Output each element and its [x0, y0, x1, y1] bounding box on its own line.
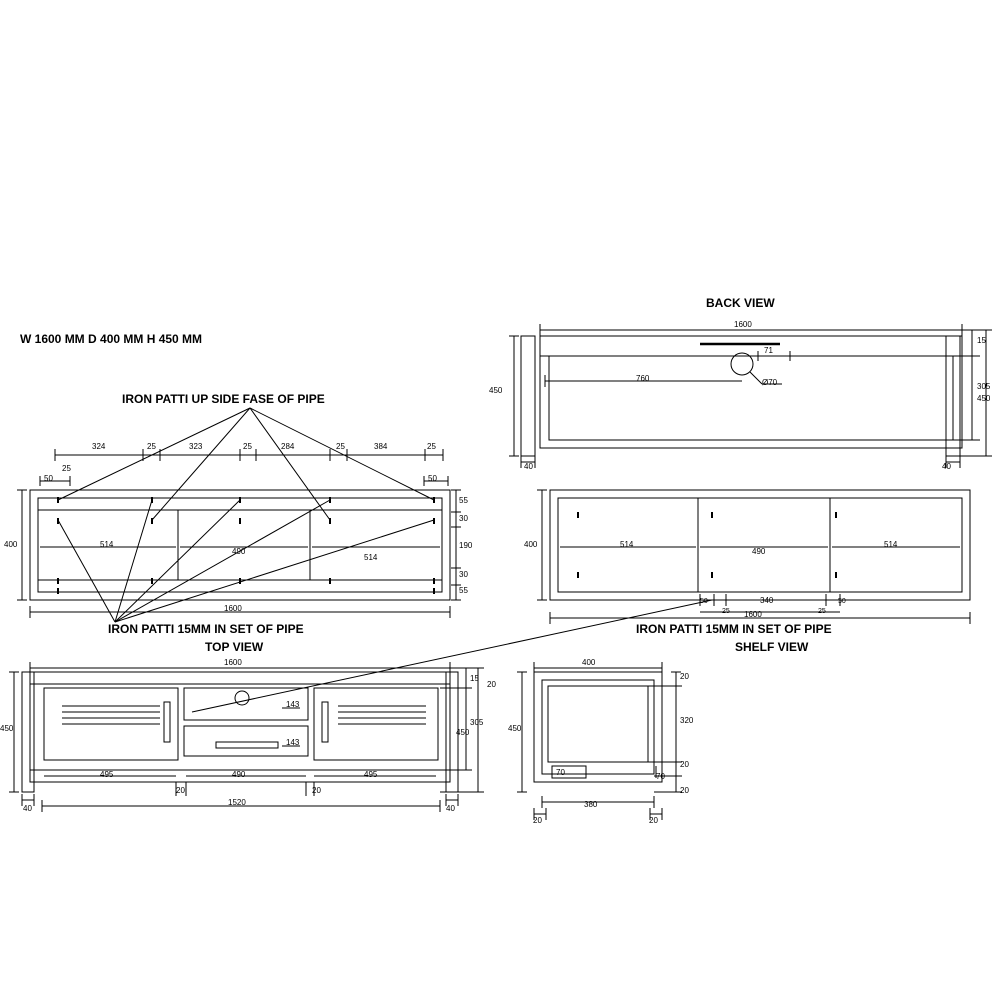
- dim-shelf-inner-center: 490: [752, 547, 766, 556]
- dim-back-height-left: 450: [489, 386, 503, 395]
- dim-plan-right-3: 190: [459, 541, 473, 550]
- dim-back-right-bottom: 450: [977, 394, 991, 403]
- dim-plan-small-right: 50: [428, 474, 437, 483]
- dim-front-right-mid: 305: [470, 718, 484, 727]
- dim-side-step-2: 20: [680, 760, 689, 769]
- dim-plan-width: 1600: [224, 604, 242, 613]
- dim-side-inner-height: 320: [680, 716, 694, 725]
- dim-plan-chain-2: 25: [147, 442, 156, 451]
- dim-back-foot-left: 40: [524, 462, 533, 471]
- dim-plan-right-5: 55: [459, 586, 468, 595]
- view-title-shelf: SHELF VIEW: [735, 640, 809, 654]
- label-side-shelf: 70: [556, 768, 565, 777]
- dim-plan-chain-5: 284: [281, 442, 295, 451]
- dim-side-step-1: 20: [680, 672, 689, 681]
- dim-front-panel-right: 495: [364, 770, 378, 779]
- dim-plan-inner-left: 514: [100, 540, 114, 549]
- spec-note: W 1600 MM D 400 MM H 450 MM: [20, 332, 203, 346]
- dim-side-shelf-thk: 70: [656, 772, 665, 781]
- dim-plan-inner-right: 514: [364, 553, 378, 562]
- annotation-iron-patti-inset-left: IRON PATTI 15MM IN SET OF PIPE: [108, 622, 304, 636]
- dim-front-gap-left: 20: [176, 786, 185, 795]
- dim-plan-right-2: 30: [459, 514, 468, 523]
- dim-front-gap-right: 20: [312, 786, 321, 795]
- dim-side-step-3: 20: [680, 786, 689, 795]
- dim-shelf-bottom-4: 25: [818, 608, 826, 615]
- dim-plan-chain-4: 25: [243, 442, 252, 451]
- dim-shelf-depth: 400: [524, 540, 538, 549]
- dim-side-bottom-right: 20: [649, 816, 658, 825]
- dim-side-top-width: 400: [582, 658, 596, 667]
- dim-front-foot-left: 40: [23, 804, 32, 813]
- view-title-back: BACK VIEW: [706, 296, 775, 310]
- dim-side-height-left: 450: [508, 724, 522, 733]
- dim-back-hole: 71: [764, 346, 773, 355]
- dim-front-handle-a: 143: [286, 700, 300, 709]
- dim-front-foot-right: 40: [446, 804, 455, 813]
- dim-shelf-bottom-5: 50: [838, 598, 846, 605]
- dim-front-height-left: 450: [0, 724, 14, 733]
- dim-plan-inner-center: 490: [232, 547, 246, 556]
- dim-front-width: 1600: [224, 658, 242, 667]
- dim-shelf-bottom-1: 50: [700, 598, 708, 605]
- annotation-iron-patti-inset-right: IRON PATTI 15MM IN SET OF PIPE: [636, 622, 832, 636]
- dim-side-bottom-left: 20: [533, 816, 542, 825]
- dim-back-width: 1600: [734, 320, 752, 329]
- dim-plan-right-1: 55: [459, 496, 468, 505]
- dim-shelf-inner-right: 514: [884, 540, 898, 549]
- dim-side-base-width: 380: [584, 800, 598, 809]
- dim-shelf-bottom-3: 340: [760, 596, 774, 605]
- dim-back-right-top: 15: [977, 336, 986, 345]
- dim-plan-depth: 400: [4, 540, 18, 549]
- dim-shelf-bottom-2: 25: [722, 608, 730, 615]
- dim-plan-chain-1: 324: [92, 442, 106, 451]
- dim-plan-chain-8: 25: [427, 442, 436, 451]
- dim-shelf-width: 1600: [744, 610, 762, 619]
- dim-plan-right-4: 30: [459, 570, 468, 579]
- dim-plan-small-left: 50: [44, 474, 53, 483]
- dim-front-right-top2: 20: [487, 680, 496, 689]
- view-title-top: TOP VIEW: [205, 640, 264, 654]
- dim-front-handle-b: 143: [286, 738, 300, 747]
- dim-back-foot-right: 40: [942, 462, 951, 471]
- annotation-iron-patti-upside: IRON PATTI UP SIDE FASE OF PIPE: [122, 392, 325, 406]
- dim-front-panel-left: 495: [100, 770, 114, 779]
- dim-plan-chain-6: 25: [336, 442, 345, 451]
- dim-front-base-width: 1520: [228, 798, 246, 807]
- dim-shelf-inner-left: 514: [620, 540, 634, 549]
- dim-back-right-mid: 305: [977, 382, 991, 391]
- dim-front-right-top: 15: [470, 674, 479, 683]
- label-hole-diameter: Ø70: [762, 378, 778, 387]
- dim-plan-chain-7: 384: [374, 442, 388, 451]
- dim-plan-chain-3: 323: [189, 442, 203, 451]
- dim-plan-small-left2: 25: [62, 464, 71, 473]
- dim-front-right-bottom: 450: [456, 728, 470, 737]
- dim-back-hole-offset: 760: [636, 374, 650, 383]
- dim-front-panel-center: 490: [232, 770, 246, 779]
